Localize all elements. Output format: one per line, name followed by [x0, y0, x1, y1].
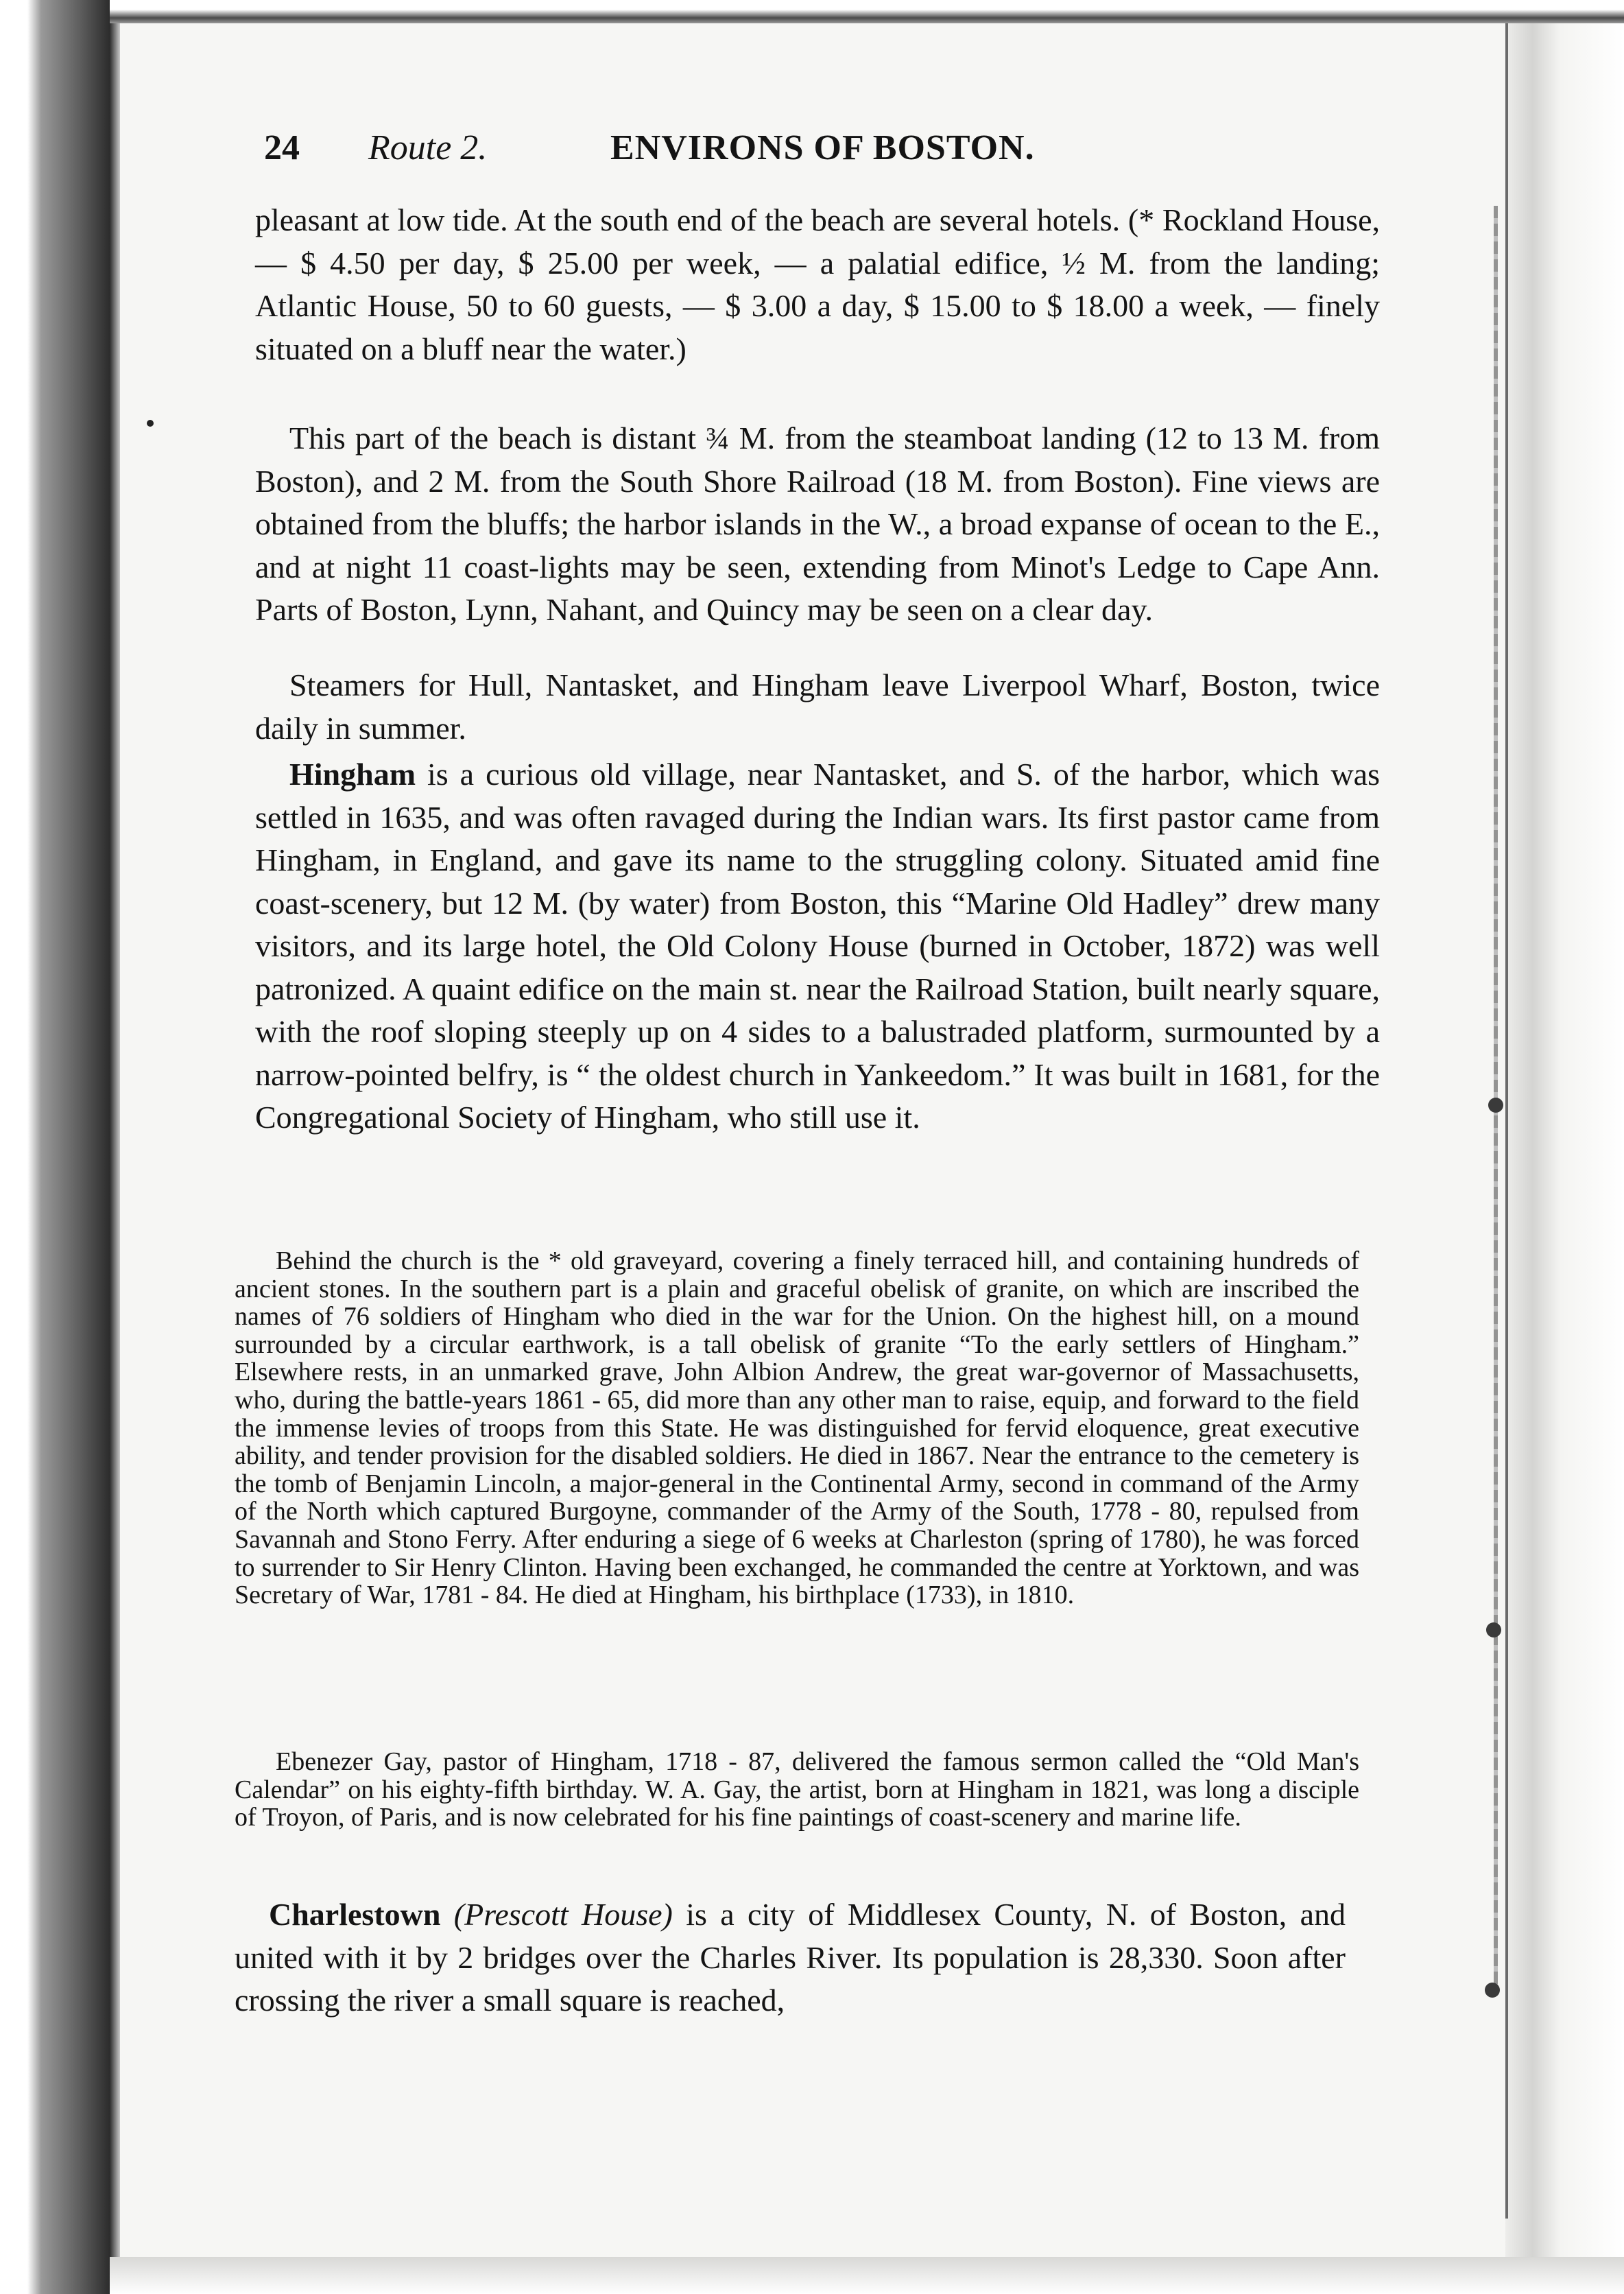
page-bottom-edge [110, 2257, 1624, 2294]
paragraph-beach [255, 417, 1380, 632]
entry-heading-hingham: Hingham [289, 757, 416, 792]
page-number: 24 [264, 128, 300, 167]
running-head [264, 121, 1389, 176]
paragraph-hingham [255, 753, 1380, 1139]
page-right-border [1505, 23, 1508, 2219]
hotel-note: (Prescott House) [453, 1897, 673, 1932]
paragraph-charlestown [235, 1893, 1346, 2022]
paragraph-gay [235, 1748, 1359, 1832]
paragraph-text: Behind the church is the * old graveyard, covering a finely terraced hill, and containing hundreds of ancient stones. In the southern part is a plain and graceful obelisk of granite, on which are inscribed the names of 76 soldiers of Hingham who died in the war for the Union. On the highest hill, on a mound surrounded by a circular earthwork, is a tall obelisk of granite “To the early settlers of Hingham.” Elsewhere rests, in an unmarked grave, John Albion Andrew, the great war-governor of Massachusetts, who, during the battle-years 1861 - 65, did more than any other man to raise, equip, and forward to the field the immense levies of troops from this State. He was distinguished for fervid eloquence, great executive ability, and tender provision for the disabled soldiers. He died in 1867. Near the entrance to the cemetery is the tomb of Benjamin Lincoln, a major-general in the Continental Army, second in command of the Army of the North which captured Burgoyne, commander of the Army of the South, 1778 - 80, repulsed from Savannah and Stono Ferry. After enduring a siege of 6 weeks at Charleston (spring of 1780), he was forced to surrender to Sir Henry Clinton. Having been exchanged, he commanded the centre at Yorktown, and was Secretary of War, 1781 - 84. He died at Hingham, his birthplace (1733), in 1810. [235, 1246, 1359, 1610]
paragraph-steamers [255, 664, 1380, 750]
paragraph-hotels [255, 199, 1380, 370]
paragraph-text: Ebenezer Gay, pastor of Hingham, 1718 - 87, delivered the famous sermon called the “Old Man's Calendar” on his eighty-fifth birthday. W. A. Gay, the artist, born at Hingham in 1821, was long a disciple of Troyon, of Paris, and is now celebrated for his fine paintings of coast-scenery and marine life. [235, 1747, 1359, 1832]
running-title: ENVIRONS OF BOSTON. [610, 128, 1035, 167]
route-label: Route 2. [368, 128, 488, 167]
paragraph-text: is a curious old village, near Nantasket, and S. of the harbor, which was settled in 1635, and was often ravaged during the Indian wars. Its first pastor came from Hingham, in England, and gave its name to the struggling colony. Situated amid fine coast-scenery, but 12 M. (by water) from Boston, this “Marine Old Hadley” drew many visitors, and its large hotel, the Old Colony House (burned in October, 1872) was well patronized. A quaint edifice on the main st. near the Railroad Station, built nearly square, with the roof sloping steeply up on 4 sides to a balustraded platform, surmounted by a narrow-pointed belfry, is “ the oldest church in Yankeedom.” It was built in 1681, for the Congregational Society of Hingham, who still use it. [255, 757, 1380, 1135]
page-top-edge [110, 0, 1624, 23]
thread-knot [1486, 1622, 1501, 1637]
thread-knot [1488, 1098, 1503, 1113]
thread-knot [1485, 1983, 1500, 1998]
paragraph-text: pleasant at low tide. At the south end of the beach are several hotels. (* Rockland House, — $ 4.50 per day, $ 25.00 per week, — a palatial edifice, ½ M. from the landing; Atlantic House, 50 to 60 guests, — $ 3.00 a day, $ 15.00 to $ 18.00 a week, — finely situated on a bluff near the water.) [255, 202, 1380, 366]
margin-ink-dot [147, 420, 154, 427]
paragraph-text: Steamers for Hull, Nantasket, and Hingham leave Liverpool Wharf, Boston, twice daily in summer. [255, 667, 1380, 746]
entry-heading-charlestown: Charlestown [269, 1897, 441, 1932]
paragraph-graveyard [235, 1247, 1359, 1609]
paragraph-text: is a city of Middlesex County, N. of Boston, and united with it by 2 bridges over the Charles River. Its population is 28,330. Soon after crossing the river a small square is reached, [235, 1897, 1346, 2018]
book-binding-shadow [0, 0, 120, 2294]
facing-page-edge [1505, 23, 1624, 2294]
paragraph-text: This part of the beach is distant ¾ M. from the steamboat landing (12 to 13 M. from Boston), and 2 M. from the South Shore Railroad (18 M. from Boston). Fine views are obtained from the bluffs; the harbor islands in the W., a broad expanse of ocean to the E., and at night 11 coast-lights may be seen, extending from Minot's Ledge to Cape Ann. Parts of Boston, Lynn, Nahant, and Quincy may be seen on a clear day. [255, 421, 1380, 627]
